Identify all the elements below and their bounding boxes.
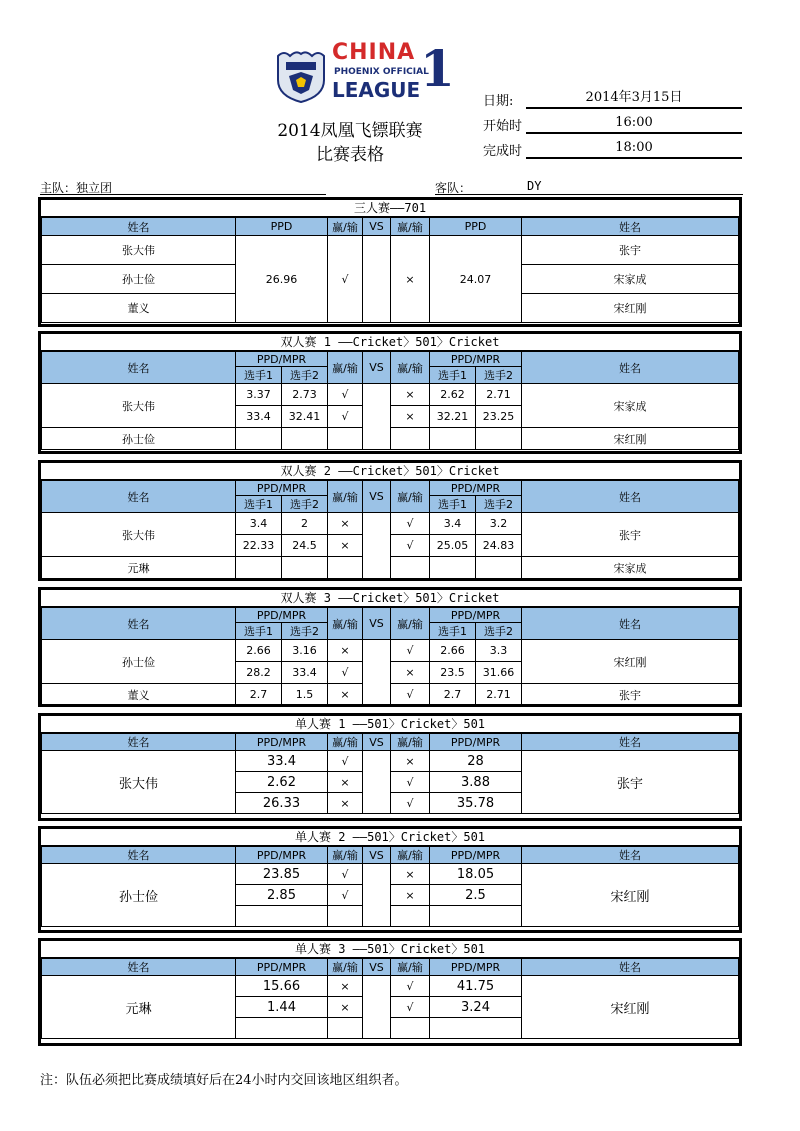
singles-table (41, 733, 739, 814)
singles-1-section (38, 713, 742, 821)
winloss-header: 赢/输 (391, 218, 430, 236)
league-logo (268, 39, 455, 106)
singles-title: 单人赛 2 ——501〉Cricket〉501 (41, 829, 739, 846)
date-value: 2014年3月15日 (526, 89, 742, 109)
left-player-name: 张大伟 (42, 751, 236, 814)
player1-header: 选手1 (430, 367, 476, 384)
player2-header: 选手2 (282, 367, 328, 384)
doubles-table (41, 607, 739, 706)
right-p1-score: 23.5 (430, 662, 476, 684)
left-p1-score: 3.37 (236, 384, 282, 406)
vs-cell (363, 751, 391, 814)
right-result: √ (391, 640, 430, 662)
left-p2-score (282, 557, 328, 579)
name-header: 姓名 (42, 218, 236, 236)
player2-header: 选手2 (282, 496, 328, 513)
right-result: √ (391, 976, 430, 997)
triple-table (41, 217, 739, 323)
right-result: × (391, 662, 430, 684)
home-underline (40, 194, 326, 195)
left-result: √ (328, 751, 363, 772)
winloss-header: 赢/输 (391, 847, 430, 864)
right-p1-score: 25.05 (430, 535, 476, 557)
left-score: 33.4 (236, 751, 328, 772)
right-player-name: 宋红刚 (522, 294, 739, 323)
name-header: 姓名 (522, 608, 739, 640)
left-player-name: 孙士俭 (42, 265, 236, 294)
singles-title: 单人赛 1 ——501〉Cricket〉501 (41, 716, 739, 733)
winloss-header: 赢/输 (328, 734, 363, 751)
left-p1-score: 33.4 (236, 406, 282, 428)
vs-header: VS (363, 481, 391, 513)
ppd-mpr-header: PPD/MPR (430, 608, 522, 623)
away-team-value: DY (527, 179, 542, 193)
right-p1-score (430, 557, 476, 579)
left-p2-score: 3.16 (282, 640, 328, 662)
doubles-title: 双人赛 3 ——Cricket〉501〉Cricket (41, 590, 739, 607)
triple-match-section (38, 197, 742, 327)
player2-header: 选手2 (476, 623, 522, 640)
doubles-table (41, 480, 739, 579)
doubles-2-section (38, 460, 742, 581)
right-score: 28 (430, 751, 522, 772)
title-line1: 2014凤凰飞镖联赛 (277, 121, 423, 141)
start-value: 16:00 (526, 114, 742, 134)
ppd-mpr-header: PPD/MPR (236, 608, 328, 623)
player1-header: 选手1 (236, 496, 282, 513)
left-result: × (328, 684, 363, 706)
right-result: √ (391, 772, 430, 793)
left-p2-score: 33.4 (282, 662, 328, 684)
logo-phoenix-official: PHOENIX OFFICIAL (334, 67, 429, 77)
date-label: 日期: (483, 94, 514, 109)
left-player-name: 张大伟 (42, 513, 236, 557)
right-result: × (391, 864, 430, 885)
left-player-name: 张大伟 (42, 236, 236, 265)
vs-cell (363, 640, 391, 706)
name-header: 姓名 (522, 481, 739, 513)
vs-header: VS (363, 608, 391, 640)
name-header: 姓名 (42, 608, 236, 640)
right-p1-score: 3.4 (430, 513, 476, 535)
left-p1-score: 28.2 (236, 662, 282, 684)
name-header: 姓名 (522, 352, 739, 384)
ppd-mpr-header: PPD/MPR (430, 959, 522, 976)
winloss-header: 赢/输 (328, 218, 363, 236)
right-result (391, 557, 430, 579)
ppd-mpr-header: PPD/MPR (430, 734, 522, 751)
name-header: 姓名 (42, 959, 236, 976)
right-player-name: 宋家成 (522, 384, 739, 428)
vs-cell (363, 864, 391, 927)
doubles-title: 双人赛 2 ——Cricket〉501〉Cricket (41, 463, 739, 480)
left-player-name: 张大伟 (42, 384, 236, 428)
name-header: 姓名 (42, 734, 236, 751)
vs-cell (363, 384, 391, 450)
left-result: √ (328, 885, 363, 906)
end-label: 完成时 (483, 144, 523, 159)
left-result (328, 428, 363, 450)
name-header: 姓名 (522, 959, 739, 976)
left-p1-score: 3.4 (236, 513, 282, 535)
right-player-name: 宋红刚 (522, 976, 739, 1039)
winloss-header: 赢/输 (391, 481, 430, 513)
right-result: × (391, 885, 430, 906)
vs-cell (363, 513, 391, 579)
left-result: × (328, 793, 363, 814)
right-p1-score: 2.66 (430, 640, 476, 662)
right-score: 3.24 (430, 997, 522, 1018)
footer-note: 注：队伍必须把比赛成绩填好后在24小时内交回该地区组织者。 (40, 1073, 408, 1088)
right-player-name: 宋红刚 (522, 640, 739, 684)
winloss-header: 赢/输 (391, 734, 430, 751)
left-player-name: 董义 (42, 684, 236, 706)
logo-china: CHINA (332, 40, 416, 65)
name-header: 姓名 (522, 218, 739, 236)
right-p1-score: 32.21 (430, 406, 476, 428)
left-player-name: 董义 (42, 294, 236, 323)
left-result: × (328, 997, 363, 1018)
right-result: √ (391, 535, 430, 557)
home-team-label: 主队：独立团 (40, 181, 113, 195)
singles-table (41, 846, 739, 927)
right-player-name: 宋红刚 (522, 864, 739, 927)
right-player-name: 宋红刚 (522, 428, 739, 450)
right-score: 2.5 (430, 885, 522, 906)
right-result: × (391, 406, 430, 428)
right-ppd: 24.07 (430, 236, 522, 323)
vs-header: VS (363, 847, 391, 864)
right-p2-score: 23.25 (476, 406, 522, 428)
left-result: √ (328, 384, 363, 406)
name-header: 姓名 (522, 734, 739, 751)
vs-cell (363, 976, 391, 1039)
singles-3-section (38, 938, 742, 1046)
phoenix-shield-icon (274, 50, 328, 104)
left-result: √ (328, 406, 363, 428)
left-result (328, 557, 363, 579)
ppd-mpr-header: PPD/MPR (236, 959, 328, 976)
ppd-mpr-header: PPD/MPR (430, 481, 522, 496)
right-p1-score: 2.62 (430, 384, 476, 406)
right-result: √ (391, 684, 430, 706)
end-value: 18:00 (526, 139, 742, 159)
right-score: 3.88 (430, 772, 522, 793)
left-player-name: 元琳 (42, 976, 236, 1039)
right-result: √ (391, 997, 430, 1018)
right-p2-score: 24.83 (476, 535, 522, 557)
right-result (391, 1018, 430, 1039)
singles-title: 单人赛 3 ——501〉Cricket〉501 (41, 941, 739, 958)
left-p2-score: 24.5 (282, 535, 328, 557)
vs-header: VS (363, 959, 391, 976)
left-result: × (328, 640, 363, 662)
left-p1-score: 22.33 (236, 535, 282, 557)
doubles-1-section (38, 331, 742, 454)
name-header: 姓名 (42, 352, 236, 384)
ppd-mpr-header: PPD/MPR (236, 481, 328, 496)
singles-table (41, 958, 739, 1039)
ppd-mpr-header: PPD/MPR (236, 734, 328, 751)
right-p2-score (476, 557, 522, 579)
player1-header: 选手1 (236, 623, 282, 640)
right-player-name: 张宇 (522, 751, 739, 814)
vs-header: VS (363, 352, 391, 384)
left-ppd: 26.96 (236, 236, 328, 323)
ppd-mpr-header: PPD/MPR (236, 847, 328, 864)
left-p2-score: 2.73 (282, 384, 328, 406)
left-score: 15.66 (236, 976, 328, 997)
left-score: 2.62 (236, 772, 328, 793)
right-player-name: 张宇 (522, 236, 739, 265)
left-result (328, 1018, 363, 1039)
winloss-header: 赢/输 (328, 481, 363, 513)
right-p2-score: 3.3 (476, 640, 522, 662)
left-p2-score: 2 (282, 513, 328, 535)
right-score: 35.78 (430, 793, 522, 814)
player1-header: 选手1 (430, 496, 476, 513)
right-score (430, 1018, 522, 1039)
left-p1-score (236, 557, 282, 579)
right-result: × (391, 751, 430, 772)
ppd-header: PPD (430, 218, 522, 236)
doubles-title: 双人赛 1 ——Cricket〉501〉Cricket (41, 334, 739, 351)
left-score (236, 906, 328, 927)
ppd-header: PPD (236, 218, 328, 236)
right-p2-score: 2.71 (476, 384, 522, 406)
left-p1-score: 2.7 (236, 684, 282, 706)
name-header: 姓名 (522, 847, 739, 864)
right-p2-score: 2.71 (476, 684, 522, 706)
doubles-3-section (38, 587, 742, 707)
right-result: × (391, 236, 430, 323)
right-result: √ (391, 513, 430, 535)
right-p2-score (476, 428, 522, 450)
right-score: 18.05 (430, 864, 522, 885)
left-p2-score (282, 428, 328, 450)
winloss-header: 赢/输 (391, 608, 430, 640)
winloss-header: 赢/输 (328, 608, 363, 640)
left-score (236, 1018, 328, 1039)
right-score (430, 906, 522, 927)
right-player-name: 宋家成 (522, 557, 739, 579)
left-player-name: 元琳 (42, 557, 236, 579)
left-p1-score: 2.66 (236, 640, 282, 662)
logo-league: LEAGUE (332, 78, 421, 102)
right-p2-score: 3.2 (476, 513, 522, 535)
name-header: 姓名 (42, 847, 236, 864)
left-score: 2.85 (236, 885, 328, 906)
winloss-header: 赢/输 (328, 352, 363, 384)
player1-header: 选手1 (236, 367, 282, 384)
player2-header: 选手2 (282, 623, 328, 640)
right-player-name: 宋家成 (522, 265, 739, 294)
vs-header: VS (363, 734, 391, 751)
left-score: 23.85 (236, 864, 328, 885)
left-result: √ (328, 864, 363, 885)
player2-header: 选手2 (476, 367, 522, 384)
right-result: √ (391, 793, 430, 814)
ppd-mpr-header: PPD/MPR (236, 352, 328, 367)
player2-header: 选手2 (476, 496, 522, 513)
left-p2-score: 1.5 (282, 684, 328, 706)
player1-header: 选手1 (430, 623, 476, 640)
right-score: 41.75 (430, 976, 522, 997)
triple-title: 三人赛——701 (41, 200, 739, 217)
left-player-name: 孙士俭 (42, 640, 236, 684)
left-result: × (328, 513, 363, 535)
doubles-table (41, 351, 739, 450)
right-p1-score (430, 428, 476, 450)
away-underline (435, 194, 743, 195)
right-result: × (391, 384, 430, 406)
left-result: √ (328, 236, 363, 323)
right-p2-score: 31.66 (476, 662, 522, 684)
singles-2-section (38, 826, 742, 933)
left-score: 26.33 (236, 793, 328, 814)
winloss-header: 赢/输 (328, 959, 363, 976)
start-label: 开始时 (483, 119, 523, 134)
ppd-mpr-header: PPD/MPR (430, 352, 522, 367)
left-result (328, 906, 363, 927)
vs-cell (363, 236, 391, 323)
left-result: × (328, 535, 363, 557)
left-result: × (328, 772, 363, 793)
left-p1-score (236, 428, 282, 450)
left-player-name: 孙士俭 (42, 428, 236, 450)
winloss-header: 赢/输 (328, 847, 363, 864)
right-player-name: 张宇 (522, 513, 739, 557)
right-p1-score: 2.7 (430, 684, 476, 706)
right-result (391, 428, 430, 450)
left-result: √ (328, 662, 363, 684)
ppd-mpr-header: PPD/MPR (430, 847, 522, 864)
vs-header: VS (363, 218, 391, 236)
right-player-name: 张宇 (522, 684, 739, 706)
left-p2-score: 32.41 (282, 406, 328, 428)
winloss-header: 赢/输 (391, 959, 430, 976)
name-header: 姓名 (42, 481, 236, 513)
title-line2: 比赛表格 (316, 145, 384, 165)
left-score: 1.44 (236, 997, 328, 1018)
right-result (391, 906, 430, 927)
logo-number: 1 (420, 39, 455, 98)
left-result: × (328, 976, 363, 997)
winloss-header: 赢/输 (391, 352, 430, 384)
left-player-name: 孙士俭 (42, 864, 236, 927)
away-team-label: 客队： (435, 181, 472, 195)
